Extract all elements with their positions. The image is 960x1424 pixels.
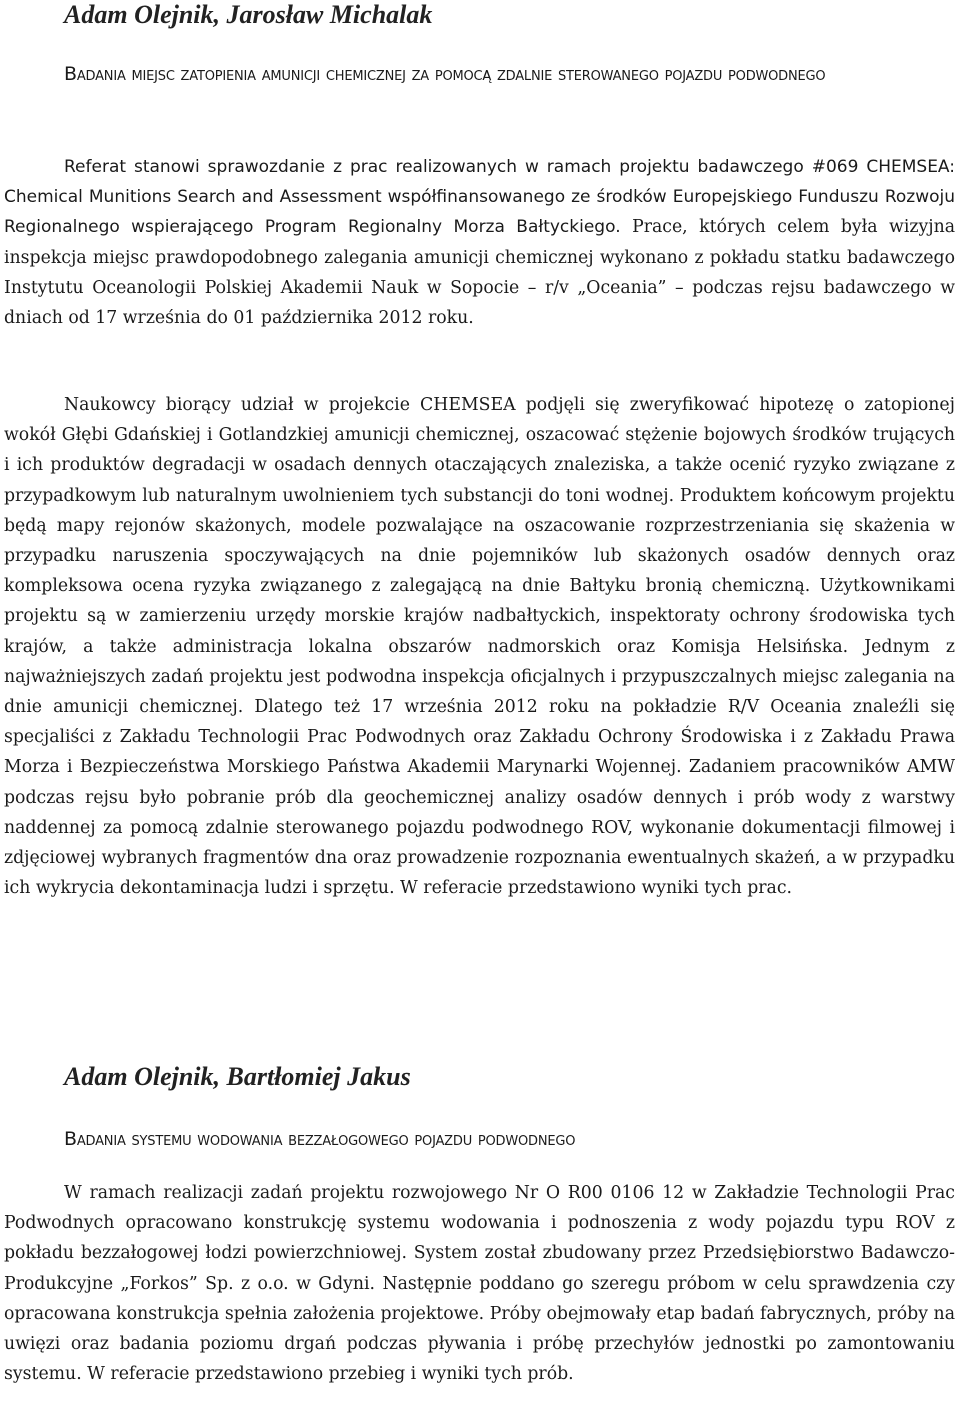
section1-authors: Adam Olejnik, Jarosław Michalak <box>64 0 433 29</box>
section1-paragraph-1-rest: Prace, których celem była wizyjna inspekcja miejsc prawdopodobnego zalegania amunicji chemicznej wykonano z pokładu statku badawczego Instytutu Oceanologii Polskiej Akademii Nauk w Sopocie – r/v „Oceania” – podczas rejsu badawczego w dniach od 17 września do 01 października 2012 roku. <box>4 217 956 329</box>
section2-paragraph-1: W ramach realizacji zadań projektu rozwojowego Nr O R00 0106 12 w Zakładzie Technologii Prac Podwodnych opracowano konstrukcję systemu wodowania i podnoszenia z wody pojazdu typu ROV z pokładu bezzałogowej łodzi powierzchniowej. System został zbudowany przez Przedsiębiorstwo Badawczo-Produkcyjne „Forkos” Sp. z o.o. w Gdyni. Następnie poddano go szeregu próbom w celu sprawdzenia czy opracowana konstrukcja spełnia założenia projektowe. Próby obejmowały etap badań fabrycznych, próby na uwięzi oraz badania poziomu drgań podczas pływania i próbę przechyłów jednostki po zamontowaniu systemu. W referacie przedstawiono przebieg i wyniki tych prób. <box>4 1183 955 1385</box>
section1-paragraph-1-intro: Referat stanowi sprawozdanie z prac realizowanych w ramach projektu badawczego #069 CHEMSEA: Chemical Munitions Search and Assessment współfinansowanego ze środków Europejskiego Funduszu Rozwoju Regionalnego wspierającego Program Regionalny Morza Bałtyckiego. <box>4 157 955 238</box>
section1-title <box>4 57 954 91</box>
section1-paragraph-1 <box>4 152 955 333</box>
section2-authors: Adam Olejnik, Bartłomiej Jakus <box>64 1062 411 1091</box>
section1-paragraph-2: Naukowcy biorący udział w projekcie CHEMSEA podjęli się zweryfikować hipotezę o zatopionej wokół Głębi Gdańskiej i Gotlandzkiej amunicji chemicznej, oszacować stężenie bojowych środków trujących i ich produktów degradacji w osadach dennych otaczających znaleziska, a także ocenić ryzyko związane z przypadkowym lub naturalnym uwolnieniem tych substancji do toni wodnej. Produktem końcowym projektu będą mapy rejonów skażonych, modele pozwalające na oszacowanie rozprzestrzeniania się skażenia w przypadku naruszenia spoczywających na dnie pojemników lub skażonych osadów dennych oraz kompleksowa ocena ryzyka związanego z zalegającą na dnie Bałtyku bronią chemiczną. Użytkownikami projektu są w zamierzeniu urzędy morskie krajów nadbałtyckich, inspektoraty ochrony środowiska tych krajów, a także administracja lokalna obszarów nadmorskich oraz Komisja Helsińska. Jednym z najważniejszych zadań projektu jest podwodna inspekcja oficjalnych i przypuszczalnych miejsc zalegania na dnie amunicji chemicznej. Dlatego też 17 września 2012 roku na pokładzie R/V Oceania znaleźli się specjaliści z Zakładu Technologii Prac Podwodnych oraz Zakładu Ochrony Środowiska i z Zakładu Prawa Morza i Bezpieczeństwa Morskiego Państwa Akademii Marynarki Wojennej. Zadaniem pracowników AMW podczas rejsu było pobranie prób dla geochemicznej analizy osadów dennych i prób wody z warstwy naddennej za pomocą zdalnie sterowanego pojazdu podwodnego ROV, wykonanie dokumentacji filmowej i zdjęciowej wybranych fragmentów dna oraz prowadzenie rozpoznania ewentualnych skażeń, a w przypadku ich wykrycia dekontaminacja ludzi i sprzętu. W referacie przedstawiono wyniki tych prac. <box>4 395 955 899</box>
section1-title-text: Badania miejsc zatopienia amunicji chemicznej za pomocą zdalnie sterowanego pojazdu podwodnego <box>64 63 826 85</box>
section2-title <box>4 1122 954 1156</box>
section2-title-text: Badania systemu wodowania bezzałogowego pojazdu podwodnego <box>64 1128 576 1150</box>
